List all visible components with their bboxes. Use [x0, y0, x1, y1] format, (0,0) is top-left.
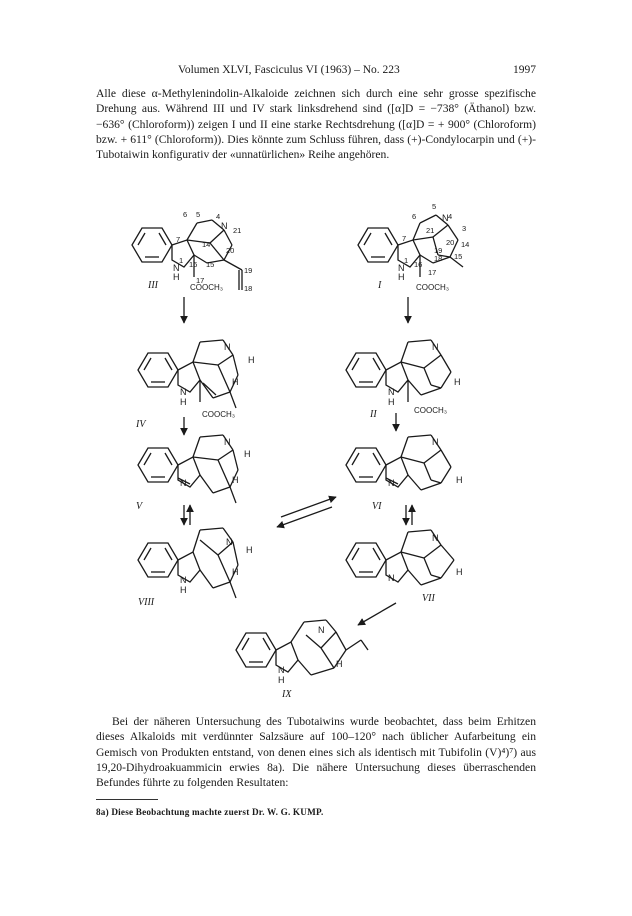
structure-V: [138, 435, 238, 503]
atom-num: 5: [432, 202, 437, 211]
h-atom: H: [336, 659, 343, 669]
footnote-rule: [96, 799, 158, 800]
h-atom: H: [246, 545, 253, 555]
atom-num: 17: [196, 276, 205, 285]
h-atom: H: [232, 475, 239, 485]
h-atom: H: [232, 567, 239, 577]
ester-group-III: COOCH₃: [190, 283, 224, 292]
intro-paragraph: Alle diese α-Methylenindolin-Alkaloide zeichnen sich durch eine sehr grosse spezifische Drehung aus. Während III und IV stark linksdrehend sind ([α]D = −738° (Äthanol) bzw. −636° (Chloroform)) zeigen I und II eine starke Rechtsdrehung ([α]D = + 900° (Chloroform) bzw. + 611° (Chloroform)). Dies könnte zum Schluss führen, dass (+)-Condylocarpin und (+)-Tubotaiwin konfigurativ der «unnatürlichen» Reihe angehören.: [96, 87, 536, 162]
atom-num: 15: [206, 260, 215, 269]
label-VIII: VIII: [138, 597, 155, 608]
h-atom: H: [244, 449, 251, 459]
n-atom: N: [432, 533, 439, 543]
atom-num: 18: [434, 254, 443, 263]
atom-num: 5: [196, 210, 201, 219]
atom-num: 20: [446, 238, 455, 247]
h-atom: H: [180, 397, 187, 407]
h-atom: H: [278, 675, 285, 685]
ester-group-IV: COOCH₃: [202, 410, 236, 419]
n-atom: N: [432, 437, 439, 447]
h-atom: H: [456, 567, 463, 577]
h-atom: H: [232, 377, 239, 387]
arrow-VI-to-V: [277, 507, 332, 527]
structure-IX: [236, 620, 368, 675]
journal-volume-title: Volumen XLVI, Fasciculus VI (1963) – No. 223: [178, 64, 400, 76]
footnote-8a: 8a) Diese Beobachtung machte zuerst Dr. W. G. KUMP.: [96, 807, 324, 817]
label-II: II: [370, 409, 377, 420]
n-atom: N: [388, 478, 395, 488]
n-atom: N: [224, 437, 231, 447]
atom-num: 15: [454, 252, 463, 261]
atom-num: 6: [183, 210, 188, 219]
structure-IV: [138, 340, 238, 408]
ester-group-I: COOCH₃: [416, 283, 450, 292]
n-atom: N: [398, 263, 405, 273]
atom-num: 16: [414, 260, 423, 269]
atom-num: 21: [426, 226, 435, 235]
n-atom: N: [224, 342, 231, 352]
h-atom: H: [398, 272, 405, 282]
structure-VIII: [138, 528, 238, 598]
atom-num: 14: [202, 240, 211, 249]
n-atom: N: [318, 625, 325, 635]
atom-num: 16: [189, 260, 198, 269]
atom-num: 7: [402, 234, 407, 243]
results-paragraph: Bei der näheren Untersuchung des Tubotaiwins wurde beobachtet, dass beim Erhitzen dieses Alkaloids mit verdünnter Salzsäure auf 100–120° nach üblicher Aufarbeitung ein Gemisch von Produkten entstand, von denen eines sich als identisch mit Tubifolin (V)⁴)⁷) aus 19,20-Dihydroakuammicin erwies 8a). Die nähere Untersuchung dieses überraschenden Befundes führte zu folgenden Resultaten:: [96, 715, 536, 790]
h-atom: H: [456, 475, 463, 485]
h-atom: H: [173, 272, 180, 282]
atom-num: 1: [404, 256, 409, 265]
label-IX: IX: [282, 689, 292, 700]
atom-num: 1: [179, 256, 184, 265]
atom-num: 18: [244, 284, 253, 293]
label-VI: VI: [372, 501, 382, 512]
atom-num: 17: [428, 268, 437, 277]
ester-group-II: COOCH₃: [414, 406, 448, 415]
atom-num: 20: [226, 246, 235, 255]
atom-num: 19: [434, 246, 443, 255]
atom-num: 4: [216, 212, 221, 221]
n-atom: N: [388, 387, 395, 397]
n-atom: N: [278, 665, 285, 675]
atom-num: 19: [244, 266, 253, 275]
label-IV: IV: [136, 419, 146, 430]
atom-num: 3: [462, 224, 467, 233]
n-atom: N: [180, 387, 187, 397]
n-atom: N: [180, 575, 187, 585]
h-atom: H: [180, 585, 187, 595]
n-atom: N: [180, 478, 187, 488]
n-atom: N: [221, 221, 228, 231]
n-atom: N: [432, 342, 439, 352]
atom-num: 7: [176, 235, 181, 244]
atom-num: 14: [461, 240, 470, 249]
arrow-V-to-VI: [281, 497, 336, 517]
n-atom: N: [388, 573, 395, 583]
reaction-scheme: [96, 195, 536, 705]
atom-num: 4: [448, 212, 453, 221]
h-atom: H: [388, 397, 395, 407]
atom-num: 21: [233, 226, 242, 235]
label-V: V: [136, 501, 143, 512]
running-header: [96, 64, 536, 80]
page-number: 1997: [513, 64, 536, 76]
label-VII: VII: [422, 593, 435, 604]
label-I: I: [378, 280, 382, 291]
n-atom: N: [226, 537, 233, 547]
arrow-VII-to-IX: [358, 603, 396, 625]
atom-num: 6: [412, 212, 417, 221]
n-atom: N: [173, 263, 180, 273]
h-atom: H: [248, 355, 255, 365]
label-III: III: [148, 280, 158, 291]
n-atom: N: [442, 213, 449, 223]
h-atom: H: [454, 377, 461, 387]
